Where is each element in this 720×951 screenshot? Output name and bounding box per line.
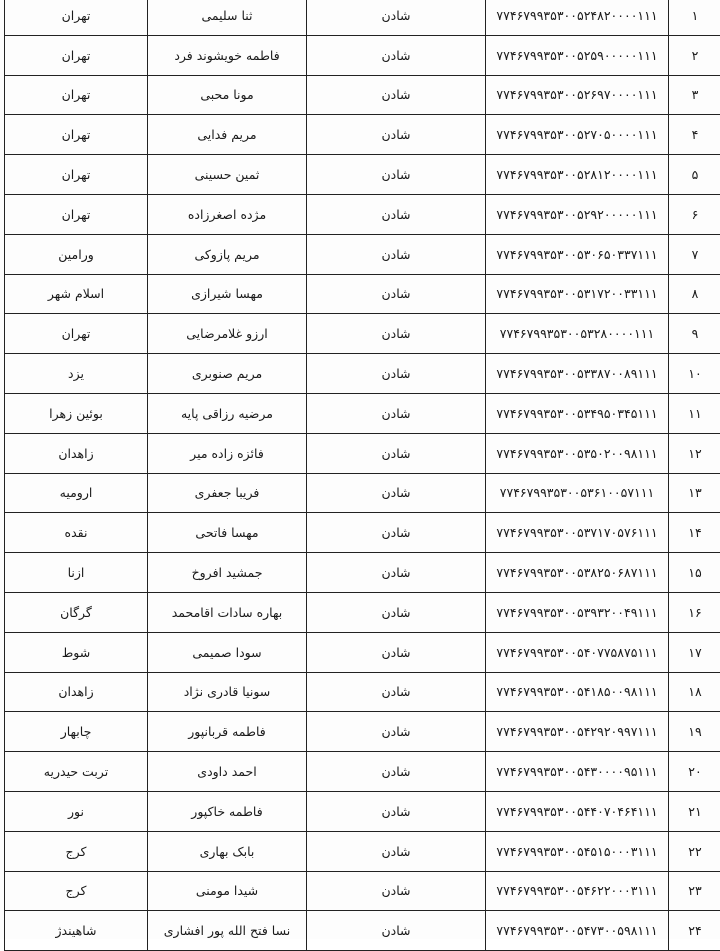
table-row — [5, 393, 720, 433]
person-name-cell: مرضیه رزاقی پایه — [148, 393, 307, 433]
city-cell: بوئین زهرا — [5, 393, 148, 433]
tracking-code-cell: ۷۷۴۶۷۹۹۳۵۳۰۰۵۳۶۱۰۰۵۷۱۱۱ — [486, 473, 669, 513]
city-cell: تهران — [5, 0, 148, 35]
city-cell: ارومیه — [5, 473, 148, 513]
type-cell: شادن — [307, 274, 486, 314]
person-name-cell: مریم پازوکی — [148, 234, 307, 274]
row-number-cell: ۹ — [669, 314, 720, 354]
tracking-code-cell: ۷۷۴۶۷۹۹۳۵۳۰۰۵۲۷۰۵۰۰۰۰۱۱۱ — [486, 115, 669, 155]
tracking-code-cell: ۷۷۴۶۷۹۹۳۵۳۰۰۵۳۷۱۷۰۵۷۶۱۱۱ — [486, 513, 669, 553]
person-name-cell: فریبا جعفری — [148, 473, 307, 513]
city-cell: کرج — [5, 871, 148, 911]
type-cell: شادن — [307, 871, 486, 911]
table-row — [5, 354, 720, 394]
table-row — [5, 553, 720, 593]
type-cell: شادن — [307, 553, 486, 593]
row-number-cell: ۱۵ — [669, 553, 720, 593]
type-cell: شادن — [307, 433, 486, 473]
type-cell: شادن — [307, 393, 486, 433]
table-row — [5, 712, 720, 752]
city-cell: تهران — [5, 35, 148, 75]
tracking-code-cell: ۷۷۴۶۷۹۹۳۵۳۰۰۵۴۳۰۰۰۰۹۵۱۱۱ — [486, 752, 669, 792]
tracking-code-cell: ۷۷۴۶۷۹۹۳۵۳۰۰۵۳۳۸۷۰۰۸۹۱۱۱ — [486, 354, 669, 394]
person-name-cell: فاطمه خاکپور — [148, 791, 307, 831]
type-cell: شادن — [307, 75, 486, 115]
table-row — [5, 314, 720, 354]
table-row — [5, 0, 720, 35]
tracking-code-cell: ۷۷۴۶۷۹۹۳۵۳۰۰۵۳۲۸۰۰۰۰۱۱۱ — [486, 314, 669, 354]
city-cell: تهران — [5, 115, 148, 155]
type-cell: شادن — [307, 672, 486, 712]
table-row — [5, 194, 720, 234]
row-number-cell: ۸ — [669, 274, 720, 314]
tracking-code-cell: ۷۷۴۶۷۹۹۳۵۳۰۰۵۲۴۸۲۰۰۰۰۱۱۱ — [486, 0, 669, 35]
type-cell: شادن — [307, 0, 486, 35]
row-number-cell: ۱۸ — [669, 672, 720, 712]
row-number-cell: ۲ — [669, 35, 720, 75]
row-number-cell: ۶ — [669, 194, 720, 234]
city-cell: تهران — [5, 75, 148, 115]
city-cell: تهران — [5, 194, 148, 234]
tracking-code-cell: ۷۷۴۶۷۹۹۳۵۳۰۰۵۴۵۱۵۰۰۰۳۱۱۱ — [486, 831, 669, 871]
row-number-cell: ۱۶ — [669, 592, 720, 632]
person-name-cell: مهسا شیرازی — [148, 274, 307, 314]
type-cell: شادن — [307, 513, 486, 553]
table-row — [5, 274, 720, 314]
type-cell: شادن — [307, 791, 486, 831]
city-cell: ورامین — [5, 234, 148, 274]
person-name-cell: فائزه زاده میر — [148, 433, 307, 473]
person-name-cell: مونا محبی — [148, 75, 307, 115]
tracking-code-cell: ۷۷۴۶۷۹۹۳۵۳۰۰۵۲۹۲۰۰۰۰۰۱۱۱ — [486, 194, 669, 234]
tracking-code-cell: ۷۷۴۶۷۹۹۳۵۳۰۰۵۴۰۷۷۵۸۷۵۱۱۱ — [486, 632, 669, 672]
type-cell: شادن — [307, 911, 486, 951]
tracking-code-cell: ۷۷۴۶۷۹۹۳۵۳۰۰۵۲۶۹۷۰۰۰۰۱۱۱ — [486, 75, 669, 115]
table-row — [5, 632, 720, 672]
table-row — [5, 592, 720, 632]
city-cell: شاهیندژ — [5, 911, 148, 951]
row-number-cell: ۱۹ — [669, 712, 720, 752]
tracking-code-cell: ۷۷۴۶۷۹۹۳۵۳۰۰۵۴۶۲۲۰۰۰۳۱۱۱ — [486, 871, 669, 911]
table-row — [5, 115, 720, 155]
tracking-code-cell: ۷۷۴۶۷۹۹۳۵۳۰۰۵۳۸۲۵۰۶۸۷۱۱۱ — [486, 553, 669, 593]
table-row — [5, 473, 720, 513]
row-number-cell: ۱۱ — [669, 393, 720, 433]
type-cell: شادن — [307, 473, 486, 513]
city-cell: ازنا — [5, 553, 148, 593]
city-cell: یزد — [5, 354, 148, 394]
person-name-cell: مژده اصغرزاده — [148, 194, 307, 234]
city-cell: تهران — [5, 155, 148, 195]
person-name-cell: مریم صنوبری — [148, 354, 307, 394]
type-cell: شادن — [307, 831, 486, 871]
person-name-cell: ثمین حسینی — [148, 155, 307, 195]
row-number-cell: ۱۳ — [669, 473, 720, 513]
type-cell: شادن — [307, 35, 486, 75]
person-name-cell: بهاره سادات اقامحمد — [148, 592, 307, 632]
row-number-cell: ۱۴ — [669, 513, 720, 553]
type-cell: شادن — [307, 155, 486, 195]
city-cell: تهران — [5, 314, 148, 354]
row-number-cell: ۲۰ — [669, 752, 720, 792]
tracking-code-cell: ۷۷۴۶۷۹۹۳۵۳۰۰۵۲۵۹۰۰۰۰۰۱۱۱ — [486, 35, 669, 75]
tracking-code-cell: ۷۷۴۶۷۹۹۳۵۳۰۰۵۳۰۶۵۰۳۳۷۱۱۱ — [486, 234, 669, 274]
table-row — [5, 911, 720, 951]
row-number-cell: ۱۲ — [669, 433, 720, 473]
tracking-code-cell: ۷۷۴۶۷۹۹۳۵۳۰۰۵۳۴۹۵۰۳۴۵۱۱۱ — [486, 393, 669, 433]
person-name-cell: شیدا مومنی — [148, 871, 307, 911]
table-row — [5, 35, 720, 75]
table-row — [5, 75, 720, 115]
city-cell: گرگان — [5, 592, 148, 632]
row-number-cell: ۴ — [669, 115, 720, 155]
type-cell: شادن — [307, 354, 486, 394]
person-name-cell: فاطمه خویشوند فرد — [148, 35, 307, 75]
tracking-code-cell: ۷۷۴۶۷۹۹۳۵۳۰۰۵۳۹۳۲۰۰۴۹۱۱۱ — [486, 592, 669, 632]
type-cell: شادن — [307, 632, 486, 672]
table-row — [5, 791, 720, 831]
row-number-cell: ۲۱ — [669, 791, 720, 831]
tracking-code-cell: ۷۷۴۶۷۹۹۳۵۳۰۰۵۲۸۱۲۰۰۰۰۱۱۱ — [486, 155, 669, 195]
row-number-cell: ۱۷ — [669, 632, 720, 672]
person-name-cell: ارزو غلامرضایی — [148, 314, 307, 354]
person-name-cell: بابک بهاری — [148, 831, 307, 871]
tracking-code-cell: ۷۷۴۶۷۹۹۳۵۳۰۰۵۴۴۰۷۰۴۶۴۱۱۱ — [486, 791, 669, 831]
city-cell: تربت حیدریه — [5, 752, 148, 792]
person-name-cell: ثنا سلیمی — [148, 0, 307, 35]
person-name-cell: سودا صمیمی — [148, 632, 307, 672]
person-name-cell: مریم فدایی — [148, 115, 307, 155]
tracking-code-cell: ۷۷۴۶۷۹۹۳۵۳۰۰۵۴۷۳۰۰۵۹۸۱۱۱ — [486, 911, 669, 951]
city-cell: کرج — [5, 831, 148, 871]
type-cell: شادن — [307, 752, 486, 792]
tracking-code-cell: ۷۷۴۶۷۹۹۳۵۳۰۰۵۳۱۷۲۰۰۳۳۱۱۱ — [486, 274, 669, 314]
tracking-code-cell: ۷۷۴۶۷۹۹۳۵۳۰۰۵۴۱۸۵۰۰۹۸۱۱۱ — [486, 672, 669, 712]
row-number-cell: ۵ — [669, 155, 720, 195]
table-row — [5, 513, 720, 553]
table-row — [5, 672, 720, 712]
person-name-cell: نسا فتح الله پور افشاری — [148, 911, 307, 951]
row-number-cell: ۳ — [669, 75, 720, 115]
type-cell: شادن — [307, 115, 486, 155]
type-cell: شادن — [307, 194, 486, 234]
row-number-cell: ۲۳ — [669, 871, 720, 911]
person-name-cell: فاطمه قربانپور — [148, 712, 307, 752]
table-row — [5, 871, 720, 911]
roster-table — [4, 0, 720, 951]
table-row — [5, 234, 720, 274]
city-cell: نقده — [5, 513, 148, 553]
type-cell: شادن — [307, 712, 486, 752]
tracking-code-cell: ۷۷۴۶۷۹۹۳۵۳۰۰۵۴۲۹۲۰۹۹۷۱۱۱ — [486, 712, 669, 752]
table-row — [5, 831, 720, 871]
person-name-cell: مهسا فاتحی — [148, 513, 307, 553]
person-name-cell: احمد داودی — [148, 752, 307, 792]
table-row — [5, 433, 720, 473]
city-cell: زاهدان — [5, 433, 148, 473]
city-cell: چابهار — [5, 712, 148, 752]
row-number-cell: ۷ — [669, 234, 720, 274]
city-cell: زاهدان — [5, 672, 148, 712]
city-cell: اسلام شهر — [5, 274, 148, 314]
type-cell: شادن — [307, 314, 486, 354]
roster-table-body — [5, 0, 720, 951]
person-name-cell: سونیا قادری نژاد — [148, 672, 307, 712]
row-number-cell: ۱ — [669, 0, 720, 35]
row-number-cell: ۱۰ — [669, 354, 720, 394]
city-cell: نور — [5, 791, 148, 831]
row-number-cell: ۲۴ — [669, 911, 720, 951]
table-row — [5, 155, 720, 195]
type-cell: شادن — [307, 234, 486, 274]
type-cell: شادن — [307, 592, 486, 632]
tracking-code-cell: ۷۷۴۶۷۹۹۳۵۳۰۰۵۳۵۰۲۰۰۹۸۱۱۱ — [486, 433, 669, 473]
table-row — [5, 752, 720, 792]
row-number-cell: ۲۲ — [669, 831, 720, 871]
person-name-cell: جمشید افروخ — [148, 553, 307, 593]
city-cell: شوط — [5, 632, 148, 672]
